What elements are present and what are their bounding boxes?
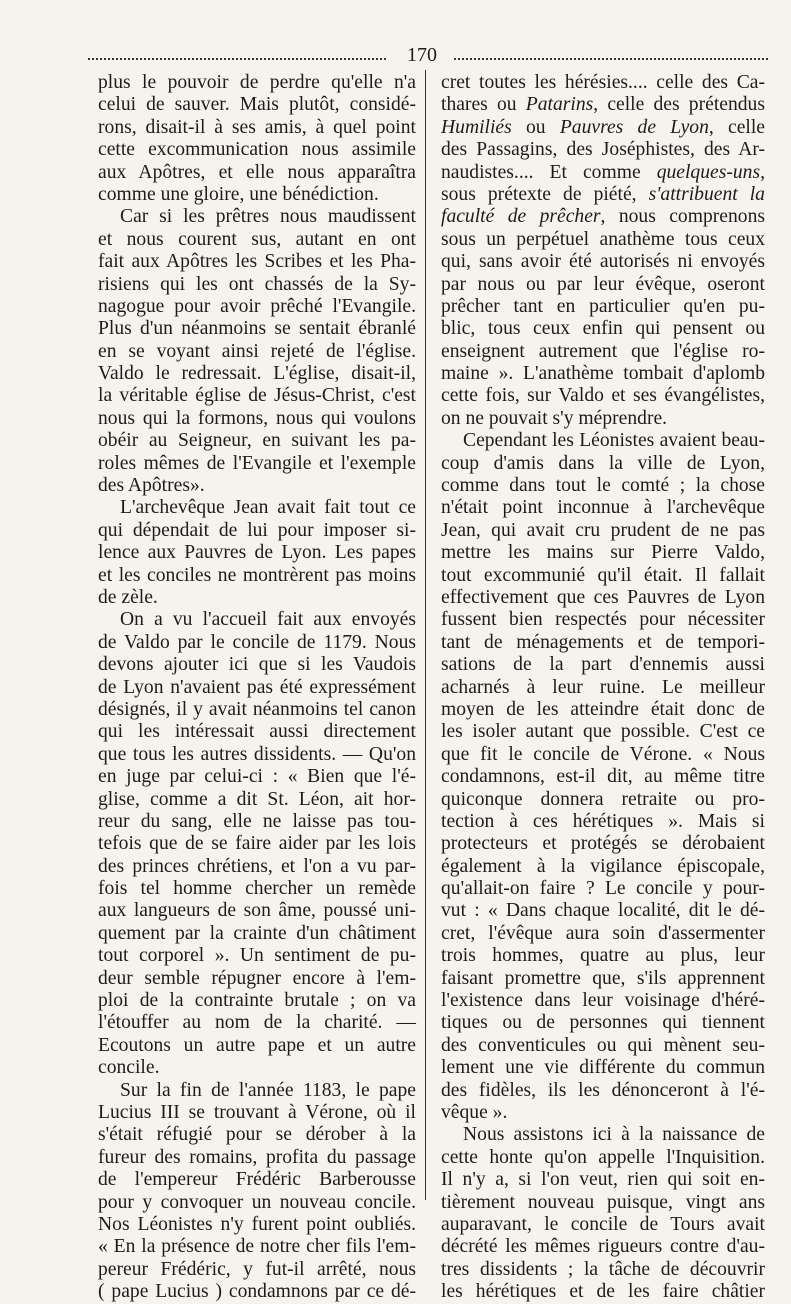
text-line: mettre les mains sur Pierre Valdo, <box>441 542 765 564</box>
text-line: blic, tous ceux enfin qui pensent ou <box>441 318 765 340</box>
text-line: ( pape Lucius ) condamnons par ce dé- <box>98 1281 416 1303</box>
text-line: ploi de la contrainte brutale ; on va <box>98 990 416 1012</box>
text-line: qui dépendait de lui pour imposer si- <box>98 519 416 541</box>
text-line: que tous les autres dissidents. — Qu'on <box>98 743 416 765</box>
text-line: Nos Léonistes n'y furent point oubliés. <box>98 1213 416 1235</box>
text-line: reur du sang, elle ne laisse pas tou- <box>98 810 416 832</box>
text-line: pereur Frédéric, y fut-il arrêté, nous <box>98 1258 416 1280</box>
text-line: décrété les mêmes rigueurs contre d'au- <box>441 1236 765 1258</box>
text-line: cette honte qu'on appelle l'Inquisition. <box>441 1146 765 1168</box>
text-line: cret toutes les hérésies.... celle des Ca- <box>441 72 765 93</box>
text-line: lence aux Pauvres de Lyon. Les papes <box>98 542 416 564</box>
text-line: Plus d'un néanmoins se sentait ébranlé <box>98 318 416 340</box>
text-line: l'existence dans leur voisinage d'héré- <box>441 990 765 1012</box>
text-line: effectivement que ces Pauvres de Lyon <box>441 586 765 608</box>
text-line: comme une gloire, une bénédiction. <box>98 183 379 205</box>
text-line: Sur la fin de l'année 1183, le pape <box>120 1079 416 1101</box>
text-line: sations de la part d'ennemis aussi <box>441 654 765 676</box>
text-line: Lucius III se trouvant à Vérone, où il <box>98 1101 416 1123</box>
text-line: que fit le concile de Vérone. « Nous <box>441 743 765 765</box>
text-line: protecteurs et protégés se dérobaient <box>441 833 765 855</box>
text-line: les hérétiques et de les faire châtier <box>441 1281 765 1303</box>
right-column <box>441 72 765 1303</box>
text-line: sous un perpétuel anathème tous ceux <box>441 228 765 250</box>
text-line: par nous ou par leur évêque, oseront <box>441 273 765 295</box>
text-line: Ecoutons un autre pape et un autre <box>98 1034 416 1056</box>
header-rule-left <box>88 58 386 60</box>
text-line: qui les intéressait aussi directement <box>98 721 416 743</box>
text-line: cette excommunication nous assimile <box>98 139 416 161</box>
text-line: nous qui la formons, nous qui voulons <box>98 407 416 429</box>
text-line: faculté de prêcher, nous comprenons <box>441 206 765 228</box>
text-line: tres dissidents ; la tâche de découvrir <box>441 1258 765 1280</box>
text-line: lement une vie différente du commun <box>441 1057 765 1079</box>
text-line: et les conciles ne montrèrent pas moins <box>98 564 416 586</box>
text-line: devons ajouter ici que si les Vaudois <box>98 654 416 676</box>
text-line: des Passagins, des Joséphistes, des Ar- <box>441 139 765 161</box>
text-line: thares ou Patarins, celle des prétendus <box>441 94 765 116</box>
text-line: celui de sauver. Mais plutôt, considé- <box>98 94 416 116</box>
text-line: Il n'y a, si l'on veut, rien qui soit en- <box>441 1169 765 1191</box>
text-line: sous prétexte de piété, s'attribuent la <box>441 183 765 205</box>
text-line: en juge par celui-ci : « Bien que l'é- <box>98 766 416 788</box>
header-rule-right <box>454 58 768 60</box>
text-line: en se voyant ainsi rejeté de l'église. <box>98 340 416 362</box>
text-line: trois hommes, quatre au plus, leur <box>441 945 765 967</box>
text-line: on ne pouvait s'y méprendre. <box>441 407 668 429</box>
text-line: moyen de les atteindre était donc de <box>441 698 765 720</box>
text-line: On a vu l'accueil fait aux envoyés <box>120 609 416 631</box>
text-line: aux Apôtres, et elle nous apparaîtra <box>98 161 416 183</box>
text-line: deur semble répugner encore à l'em- <box>98 967 416 989</box>
text-line: vêque ». <box>441 1101 508 1123</box>
text-line: désignés, il y avait néanmoins tel canon <box>98 698 416 720</box>
text-line: qu'allait-on faire ? Le concile y pour- <box>441 878 765 900</box>
text-line: tiques ou de personnes qui tiennent <box>441 1012 765 1034</box>
text-line: Nous assistons ici à la naissance de <box>463 1124 765 1146</box>
text-line: de Lyon n'avaient pas été expressément <box>98 676 416 698</box>
text-line: coup d'amis dans la ville de Lyon, <box>441 452 765 474</box>
running-header <box>88 44 768 72</box>
text-line: tièrement nouveau puisque, vingt ans <box>441 1191 765 1213</box>
text-line: Valdo le redressait. L'église, disait-il, <box>98 363 416 385</box>
text-line: fussent bien respectés pour nécessiter <box>441 609 765 631</box>
text-line: cette fois, sur Valdo et ses évangélistes, <box>441 385 765 407</box>
text-line: qui, sans avoir été autorisés ni envoyés <box>441 251 765 273</box>
text-line: faisant promettre que, s'ils apprennent <box>441 967 765 989</box>
page-number: 170 <box>407 44 437 66</box>
text-line: s'était réfugié pour se dérober à la <box>98 1124 416 1146</box>
text-line: tefois que de se faire aider par les lois <box>98 833 416 855</box>
text-line: cret, l'évêque aura soin d'assermenter <box>441 922 765 944</box>
text-line: Cependant les Léonistes avaient beau- <box>463 430 765 452</box>
text-line: tant de ménagements et de tempori- <box>441 631 765 653</box>
text-line: des Apôtres». <box>98 475 205 497</box>
column-divider <box>425 70 426 1200</box>
text-line: naudistes.... Et comme quelques-uns, <box>441 161 765 183</box>
text-line: des princes chrétiens, et l'on a vu par- <box>98 855 416 877</box>
text-line: obéir au Seigneur, en suivant les pa- <box>98 430 416 452</box>
text-line: l'étouffer au nom de la charité. — <box>98 1012 416 1034</box>
text-line: maine ». L'anathème tombait d'aplomb <box>441 363 765 385</box>
text-line: de zèle. <box>98 586 158 608</box>
text-line: Humiliés ou Pauvres de Lyon, celle <box>441 116 766 138</box>
text-line: de Valdo par le concile de 1179. Nous <box>98 631 416 653</box>
text-line: des fidèles, ils les dénonceront à l'é- <box>441 1079 765 1101</box>
text-line: des conventicules ou qui mènent seu- <box>441 1034 765 1056</box>
text-line: également à la vigilance épiscopale, <box>441 855 765 877</box>
text-line: quiconque donnera retraite ou pro- <box>441 788 765 810</box>
text-line: et nous courent sus, autant en ont <box>98 228 416 250</box>
text-line: prêcher tant en particulier qu'en pu- <box>441 295 765 317</box>
text-line: fois tel homme chercher un remède <box>98 878 416 900</box>
text-line: quement par la crainte d'un châtiment <box>98 922 416 944</box>
text-line: L'archevêque Jean avait fait tout ce <box>120 497 416 519</box>
text-line: aux langueurs de son âme, poussé uni- <box>98 900 416 922</box>
text-line: fait aux Apôtres les Scribes et les Pha- <box>98 251 416 273</box>
text-line: nagogue pour avoir prêché l'Evangile. <box>98 295 416 317</box>
text-line: condamnons, est-il dit, au même titre <box>441 766 765 788</box>
text-line: la véritable église de Jésus-Christ, c'est <box>98 385 416 407</box>
text-line: acharnés à leur ruine. Le meilleur <box>441 676 765 698</box>
text-line: vut : « Dans chaque localité, dit le dé- <box>441 900 765 922</box>
text-line: plus le pouvoir de perdre qu'elle n'a <box>98 72 416 93</box>
text-line: Jean, qui avait cru prudent de ne pas <box>441 519 765 541</box>
text-line: tout corporel ». Un sentiment de pu- <box>98 945 416 967</box>
text-line: « En la présence de notre cher fils l'em- <box>98 1236 416 1258</box>
text-line: tout excommunié qu'il était. Il fallait <box>441 564 765 586</box>
text-line: Car si les prêtres nous maudissent <box>120 206 416 228</box>
text-line: glise, comme a dit St. Léon, ait hor- <box>98 788 416 810</box>
text-line: rons, disait-il à ses amis, à quel point <box>98 116 416 138</box>
text-line: concile. <box>98 1057 160 1079</box>
text-line: enseignent autrement que l'église ro- <box>441 340 765 362</box>
text-line: de l'empereur Frédéric Barberousse <box>98 1169 416 1191</box>
text-line: n'était point inconnue à l'archevêque <box>441 497 765 519</box>
text-line: fureur des romains, profita du passage <box>98 1146 416 1168</box>
text-line: tection à ces hérétiques ». Mais si <box>441 810 765 832</box>
text-line: roles mêmes de l'Evangile et l'exemple <box>98 452 416 474</box>
text-line: pour y convoquer un nouveau concile. <box>98 1191 416 1213</box>
text-line: risiens qui les ont chassés de la Sy- <box>98 273 416 295</box>
text-line: comme dans tout le comté ; la chose <box>441 475 765 497</box>
text-line: auparavant, le concile de Tours avait <box>441 1213 765 1235</box>
text-line: les isoler autant que possible. C'est ce <box>441 721 765 743</box>
left-column <box>98 72 416 1303</box>
